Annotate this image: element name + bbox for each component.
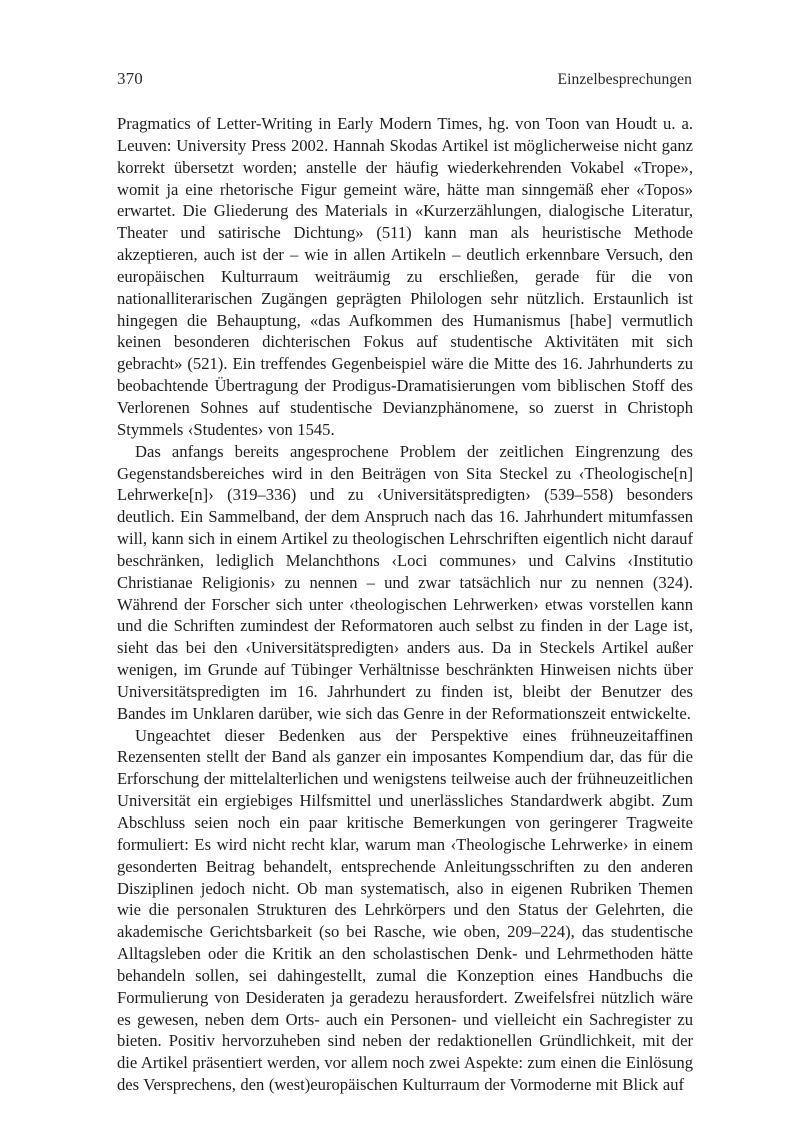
running-title: Einzelbesprechungen xyxy=(557,71,692,88)
body-text xyxy=(117,113,693,1096)
page-number: 370 xyxy=(117,69,143,88)
paragraph: Pragmatics of Letter-Writing in Early Modern Times, hg. von Toon van Houdt u. a. Leuven: University Press 2002. Hannah Skodas Artikel ist möglicherweise nicht ganz korrekt übersetzt worden; anstelle der häufig wiederkehrenden Vokabel «Trope», womit ja eine rhetorische Figur gemeint wäre, hätte man sinngemäß eher «Topos» erwartet. Die Gliederung des Materials in «Kurzerzählungen, dialogische Literatur, Theater und satirische Dichtung» (511) kann man als heuristische Methode akzeptieren, auch ist der – wie in allen Artikeln – deutlich erkennbare Versuch, den europäischen Kulturraum weiträumig zu erschließen, gerade für die von nationalliterarischen Zugängen geprägten Philologen sehr nützlich. Erstaunlich ist hingegen die Behauptung, «das Aufkommen des Humanismus [habe] vermutlich keinen besonderen dichterischen Fokus auf studentische Aktivitäten mit sich gebracht» (521). Ein treffendes Gegenbeispiel wäre die Mitte des 16. Jahrhunderts zu beobachtende Übertragung der Prodigus-Dramatisierungen vom biblischen Stoff des Verlorenen Sohnes auf studentische Devianzphänomene, so zuerst in Christoph Stymmels ‹Studentes› von 1545. xyxy=(117,114,693,439)
paragraph: Ungeachtet dieser Bedenken aus der Perspektive eines frühneuzeitaffinen Rezensenten stellt der Band als ganzer ein imposantes Kompendium dar, das für die Erforschung der mittelalterlichen und wenigstens teilweise auch der frühneuzeitlichen Universität ein ergiebiges Hilfsmittel und unerlässliches Standardwerk abgibt. Zum Abschluss seien noch ein paar kritische Bemerkungen von geringerer Tragweite formuliert: Es wird nicht recht klar, warum man ‹Theologische Lehrwerke› in einem gesonderten Beitrag behandelt, entsprechende Anleitungsschriften zu den anderen Disziplinen jedoch nicht. Ob man systematisch, also in eigenen Rubriken Themen wie die personalen Strukturen des Lehrkörpers und den Status der Gelehrten, die akademische Gerichtsbarkeit (so bei Rasche, wie oben, 209–224), das studentische Alltagsleben oder die Kritik an den scholastischen Denk- und Lehrmethoden hätte behandeln sollen, sei dahingestellt, zumal die Konzeption eines Handbuchs die Formulierung von Desideraten ja geradezu herausfordert. Zweifelsfrei nützlich wäre es gewesen, neben dem Orts- auch ein Personen- und vielleicht ein Sachregister zu bieten. Positiv hervorzuheben sind neben der redaktionellen Gründlichkeit, mit der die Artikel präsentiert werden, vor allem noch zwei Aspekte: zum einen die Einlösung des Versprechens, den (west)europäischen Kulturraum der Vormoderne mit Blick auf xyxy=(117,725,693,1095)
paragraph: Das anfangs bereits angesprochene Problem der zeitlichen Eingrenzung des Gegenstandsbereiches wird in den Beiträgen von Sita Steckel zu ‹Theologische[n] Lehrwerke[n]› (319–336) und zu ‹Universitätspredigten› (539–558) besonders deutlich. Ein Sammelband, der dem Anspruch nach das 16. Jahrhundert mitumfassen will, kann sich in einem Artikel zu theologischen Lehrschriften eigentlich nicht darauf beschränken, lediglich Melanchthons ‹Loci communes› und Calvins ‹Institutio Christianae Religionis› zu nennen – und zwar tatsächlich nur zu nennen (324). Während der Forscher sich unter ‹theologischen Lehrwerken› etwas vorstellen kann und die Schriften zumindest der Reformatoren auch selbst zu finden in der Lage ist, sieht das bei den ‹Universitätspredigten› anders aus. Da in Steckels Artikel außer wenigen, im Grunde auf Tübinger Verhältnisse beschränkten Hinweisen nichts über Universitätspredigten im 16. Jahrhundert zu finden ist, bleibt der Benutzer des Bandes im Unklaren darüber, wie sich das Genre in der Reformationszeit entwickelte. xyxy=(117,441,693,723)
running-head xyxy=(117,68,692,92)
